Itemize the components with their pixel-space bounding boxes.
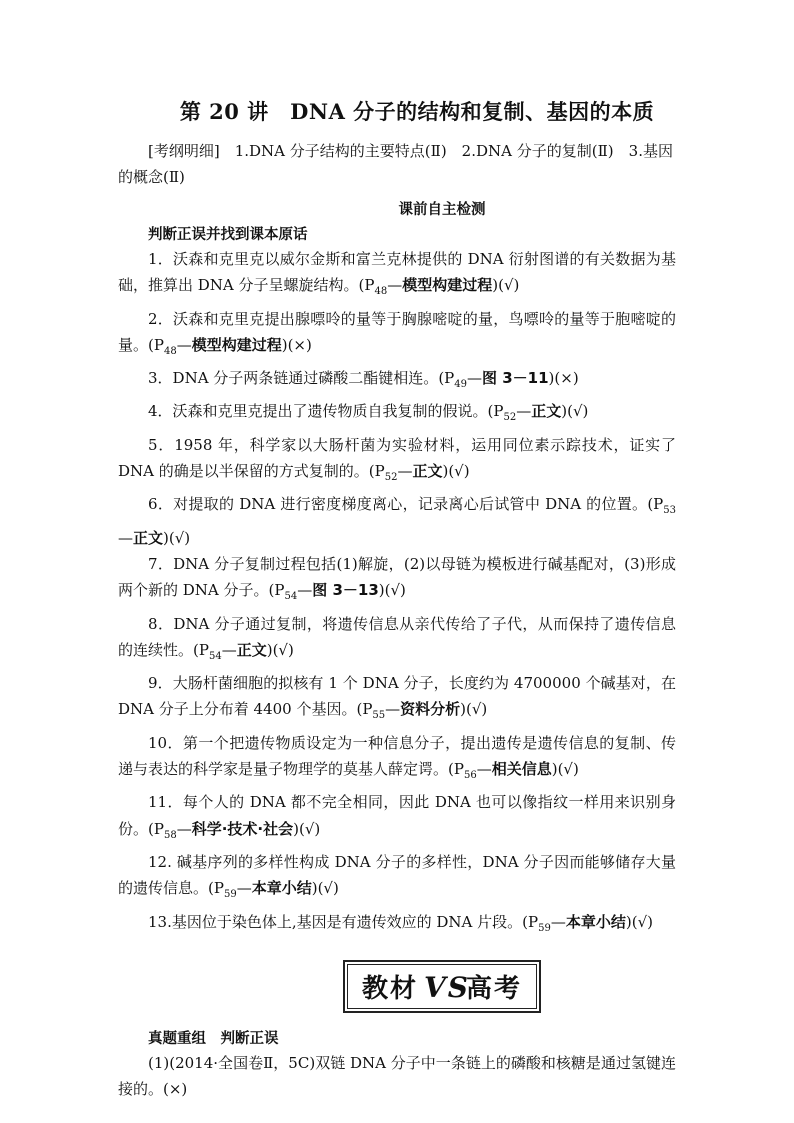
source-label: 正文	[236, 640, 267, 659]
statement-item	[118, 730, 676, 790]
section-title: 课前自主检测	[398, 202, 486, 218]
source-open: (P	[487, 402, 504, 421]
source-label: 正文	[531, 402, 562, 421]
source-label: 相关信息	[491, 760, 552, 779]
statement-item	[118, 365, 676, 398]
statement-text: 5．1958 年，科学家以大肠杆菌为实验材料，运用同位素示踪技术，证实了 DNA 的确是以半保留的方式复制的。	[118, 435, 676, 481]
source-dash: —	[118, 528, 133, 547]
statement-item	[118, 551, 676, 611]
outline-text: 1.DNA 分子结构的主要特点(Ⅱ) 2.DNA 分子的复制(Ⅱ) 3.基因的概念(Ⅱ)	[118, 142, 673, 186]
source-open: (P	[268, 581, 285, 600]
vs-logo-text: VS	[424, 971, 470, 1005]
source-open: (P	[148, 819, 164, 838]
source-dash: —	[387, 276, 403, 295]
source-dash: —	[176, 335, 192, 354]
source-page: 52	[503, 412, 517, 424]
statement-text: 6．对提取的 DNA 进行密度梯度离心，记录离心后试管中 DNA 的位置。	[148, 495, 648, 514]
source-open: (P	[448, 760, 464, 779]
statement-item	[118, 849, 676, 909]
source-label: 资料分析	[400, 700, 461, 719]
source-page: 59	[538, 922, 551, 934]
source-page: 49	[454, 379, 467, 391]
source-label: 模型构建过程	[402, 276, 493, 295]
judgement-mark: )(×)	[548, 369, 579, 388]
source-page: 58	[163, 829, 177, 841]
source-dash: —	[467, 369, 482, 388]
judgement-mark: )(√)	[293, 819, 321, 838]
content-area	[118, 96, 676, 1102]
source-label: 正文	[412, 462, 443, 481]
source-page: 55	[372, 710, 386, 722]
source-dash: —	[297, 581, 313, 600]
source-open: (P	[522, 912, 539, 931]
source-dash: —	[385, 700, 401, 719]
statement-text: 7．DNA 分子复制过程包括(1)解旋，(2)以母链为模板进行碱基配对，(3)形成两个新的 DNA 分子。	[118, 554, 676, 600]
source-page: 53	[663, 505, 676, 517]
source-open: (P	[647, 495, 664, 514]
judgement-mark: )(√)	[551, 760, 579, 779]
source-open: (P	[193, 640, 209, 659]
banner-right-text: 高考	[466, 973, 523, 1004]
statement-item	[118, 246, 676, 306]
statement-text: 13.基因位于染色体上,基因是有遗传效应的 DNA 片段。	[148, 912, 523, 931]
statement-text: 12. 碱基序列的多样性构成 DNA 分子的多样性，DNA 分子因而能够储存大量的遗传信息。	[118, 852, 676, 898]
banner-inner	[347, 964, 537, 1009]
source-page: 59	[223, 889, 237, 901]
source-open: (P	[438, 369, 455, 388]
source-dash: —	[397, 462, 413, 481]
question-item: (1)(2014·全国卷Ⅱ，5C)双链 DNA 分子中一条链上的磷酸和核糖是通过氢键连接的。(×)	[118, 1053, 676, 1099]
page-title: 第 20 讲 DNA 分子的结构和复制、基因的本质	[179, 99, 655, 124]
source-label: 本章小结	[251, 879, 312, 898]
judgement-mark: )(√)	[460, 700, 488, 719]
outline-label: [考纲明细]	[148, 142, 220, 160]
source-open: (P	[358, 276, 375, 295]
statement-item	[118, 789, 676, 849]
statement-text: 4．沃森和克里克提出了遗传物质自我复制的假说。	[148, 402, 488, 421]
source-dash: —	[236, 879, 252, 898]
source-open: (P	[368, 462, 385, 481]
source-page: 52	[384, 472, 398, 484]
source-dash: —	[221, 640, 237, 659]
statement-item	[118, 398, 676, 431]
statement-item	[118, 306, 676, 366]
sub-heading: 判断正误并找到课本原话	[148, 227, 308, 243]
banner	[118, 960, 676, 1013]
source-label: 图 3－11	[482, 369, 549, 388]
source-open: (P	[208, 879, 224, 898]
statement-item	[118, 432, 676, 492]
source-dash: —	[176, 819, 192, 838]
source-page: 56	[463, 770, 477, 782]
judgement-mark: )(×)	[281, 335, 312, 354]
statement-text: 3．DNA 分子两条链通过磷酸二酯键相连。	[148, 369, 439, 388]
source-open: (P	[148, 335, 164, 354]
syllabus-outline	[118, 138, 676, 190]
banner-frame	[343, 960, 541, 1013]
source-dash: —	[550, 912, 566, 931]
statement-text: 9．大肠杆菌细胞的拟核有 1 个 DNA 分子，长度约为 4700000 个碱基对，在 DNA 分子上分布着 4400 个基因。	[118, 674, 676, 719]
statement-list	[118, 246, 676, 942]
judgement-mark: )(√)	[266, 640, 294, 659]
source-page: 54	[208, 650, 222, 662]
judgement-mark: )(√)	[492, 276, 520, 295]
source-label: 正文	[133, 528, 164, 547]
section2-heading: 真题重组 判断正误	[148, 1030, 279, 1047]
statement-item	[118, 611, 676, 671]
judgement-mark: )(√)	[378, 581, 406, 600]
statement-item	[118, 909, 676, 942]
source-open: (P	[356, 700, 373, 719]
judgement-mark: )(√)	[561, 402, 589, 421]
source-label: 图 3－13	[312, 581, 379, 600]
statement-text: 11．每个人的 DNA 都不完全相同，因此 DNA 也可以像指纹一样用来识别身份。	[118, 793, 676, 838]
banner-left-text: 教材	[361, 973, 418, 1004]
judgement-mark: )(√)	[163, 528, 191, 547]
source-dash: —	[516, 402, 532, 421]
source-label: 本章小结	[565, 912, 626, 931]
statement-text: 8．DNA 分子通过复制，将遗传信息从亲代传给了子代，从而保持了遗传信息的连续性。	[118, 614, 676, 659]
judgement-mark: )(√)	[311, 879, 339, 898]
source-page: 54	[284, 591, 298, 603]
statement-text: 10．第一个把遗传物质设定为一种信息分子，提出遗传是遗传信息的复制、传递与表达的科学家是量子物理学的莫基人薛定谔。	[118, 733, 676, 779]
source-page: 48	[374, 286, 388, 298]
source-dash: —	[476, 760, 492, 779]
judgement-mark: )(√)	[442, 462, 470, 481]
vs-logo-icon	[422, 969, 470, 1005]
source-label: 科学·技术·社会	[191, 819, 294, 838]
statement-text: 2．沃森和克里克提出腺嘌呤的量等于胸腺嘧啶的量，鸟嘌呤的量等于胞嘧啶的量。	[118, 309, 676, 354]
statement-text: 1．沃森和克里克以威尔金斯和富兰克林提供的 DNA 衍射图谱的有关数据为基础，推算出 DNA 分子呈螺旋结构。	[118, 250, 676, 295]
statement-item	[118, 491, 676, 551]
source-page: 48	[163, 345, 177, 357]
source-label: 模型构建过程	[191, 335, 282, 354]
statement-item	[118, 670, 676, 730]
judgement-mark: )(√)	[625, 912, 653, 931]
